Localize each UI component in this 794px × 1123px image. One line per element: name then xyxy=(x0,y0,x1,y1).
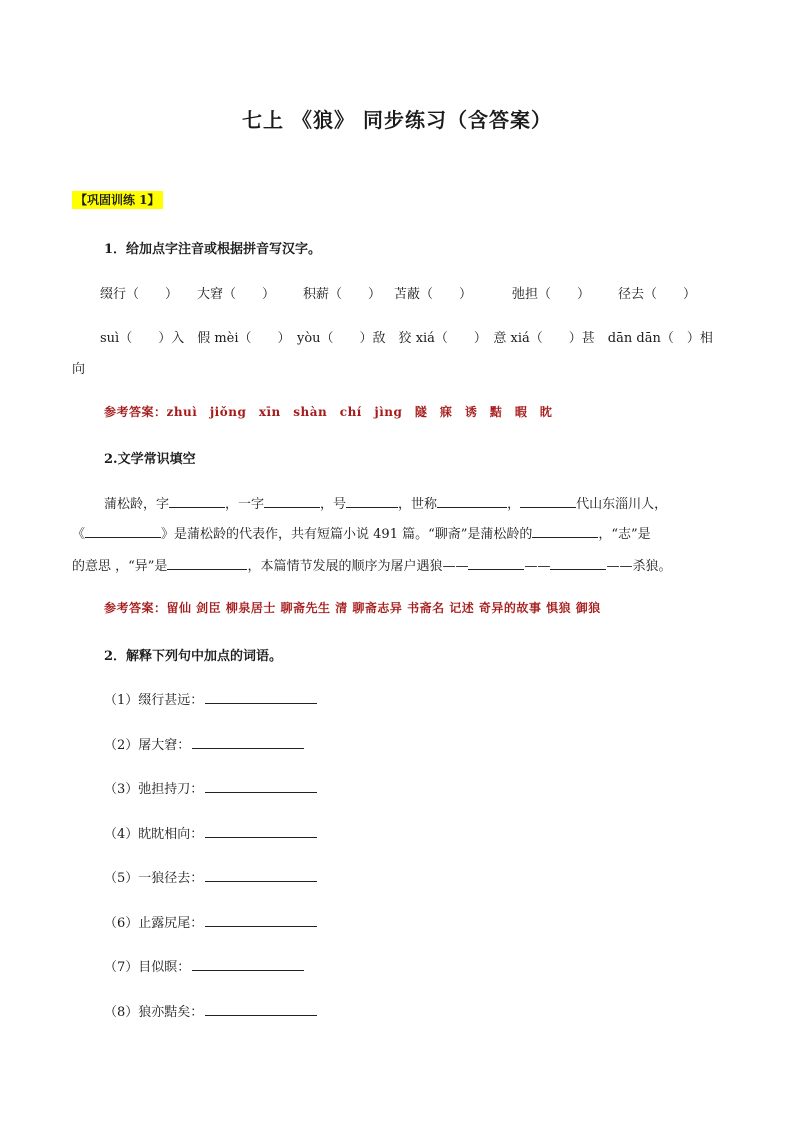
q3-item xyxy=(104,1001,317,1020)
q1-row2: suì（ ）入 假 mèi（ ） yòu（ ）敌 狡 xiá（ ） 意 xiá（ ）甚 dān dān（ ）相 xyxy=(100,331,713,346)
q2-text: 蒲松龄，字 xyxy=(104,497,170,512)
q1-item: 苫蔽（ ） xyxy=(394,287,473,302)
q3-item xyxy=(104,956,304,975)
answer-blank[interactable] xyxy=(532,525,598,538)
q2-line1 xyxy=(104,493,667,512)
q3-item-label: （4）眈眈相向： xyxy=(104,827,204,842)
q3-item-label: （6）止露尻尾： xyxy=(104,916,204,931)
q2-answer: 参考答案：留仙 剑臣 柳泉居士 聊斋先生 清 聊斋志异 书斋名 记述 奇异的故事 惧狼 御狼 xyxy=(104,601,601,615)
answer-blank[interactable] xyxy=(468,557,524,570)
answer-blank[interactable] xyxy=(169,495,225,508)
answer-blank[interactable] xyxy=(85,525,161,538)
q3-item xyxy=(104,867,317,886)
q2-text: 的意思 ，“异”是 xyxy=(72,559,168,574)
q1-item: 积薪（ ） xyxy=(303,287,382,302)
q3-item-label: （8）狼亦黠矣： xyxy=(104,1005,204,1020)
answer-blank[interactable] xyxy=(346,495,398,508)
answer-blank[interactable] xyxy=(205,1003,317,1016)
answer-blank[interactable] xyxy=(264,495,320,508)
q2-text: ，世称 xyxy=(398,497,438,512)
q1-heading: 1．给加点字注音或根据拼音写汉字。 xyxy=(104,242,322,257)
q3-item xyxy=(104,778,317,797)
q2-text: ，本篇情节发展的顺序为屠户遇狼—— xyxy=(247,559,469,574)
q2-text: 代山东淄川人， xyxy=(576,497,668,512)
page-title: 七上 《狼》 同步练习（含答案） xyxy=(242,108,552,132)
q3-item xyxy=(104,734,304,753)
q3-item xyxy=(104,912,317,931)
q1-row2-continued: 向 xyxy=(72,362,86,377)
q2-line3 xyxy=(72,555,671,574)
q3-item xyxy=(104,823,317,842)
q1-item: 弛担（ ） xyxy=(512,287,591,302)
q2-text: ，一字 xyxy=(225,497,265,512)
answer-blank[interactable] xyxy=(205,869,317,882)
answer-blank[interactable] xyxy=(167,557,247,570)
q2-text: 》是蒲松龄的代表作，共有短篇小说 491 篇。“聊斋”是蒲松龄的 xyxy=(161,527,533,542)
q3-item xyxy=(104,689,317,708)
q2-text: ，号 xyxy=(320,497,347,512)
section-tag: 【巩固训练 1】 xyxy=(72,191,163,209)
answer-blank[interactable] xyxy=(205,780,317,793)
answer-blank[interactable] xyxy=(205,825,317,838)
q1-item: 径去（ ） xyxy=(618,287,697,302)
q3-item-label: （7）目似瞑： xyxy=(104,960,191,975)
q3-item-label: （1）缀行甚远： xyxy=(104,693,204,708)
answer-blank[interactable] xyxy=(192,736,304,749)
q2-text: ，“志”是 xyxy=(598,527,651,542)
q1-answer: 参考答案：zhuì jiǒng xīn shàn chí jìng 隧 寐 诱 黠 暇 眈 xyxy=(104,405,553,419)
answer-blank[interactable] xyxy=(205,691,317,704)
q3-heading: 2．解释下列句中加点的词语。 xyxy=(104,649,283,664)
answer-blank[interactable] xyxy=(520,495,576,508)
q2-heading: 2.文学常识填空 xyxy=(104,452,196,467)
answer-blank[interactable] xyxy=(437,495,507,508)
answer-blank[interactable] xyxy=(205,914,317,927)
q2-text: 《 xyxy=(72,527,86,542)
q3-item-label: （3）弛担持刀： xyxy=(104,782,204,797)
q2-text: ——杀狼。 xyxy=(606,559,672,574)
q3-item-label: （5）一狼径去： xyxy=(104,871,204,886)
q2-text: —— xyxy=(524,559,551,574)
q2-text: ， xyxy=(507,497,521,512)
q1-item: 缀行（ ） xyxy=(100,287,179,302)
answer-blank[interactable] xyxy=(550,557,606,570)
q3-item-label: （2）屠大窘： xyxy=(104,738,191,753)
answer-blank[interactable] xyxy=(192,958,304,971)
q2-line2 xyxy=(72,523,651,542)
q1-item: 大窘（ ） xyxy=(197,287,276,302)
